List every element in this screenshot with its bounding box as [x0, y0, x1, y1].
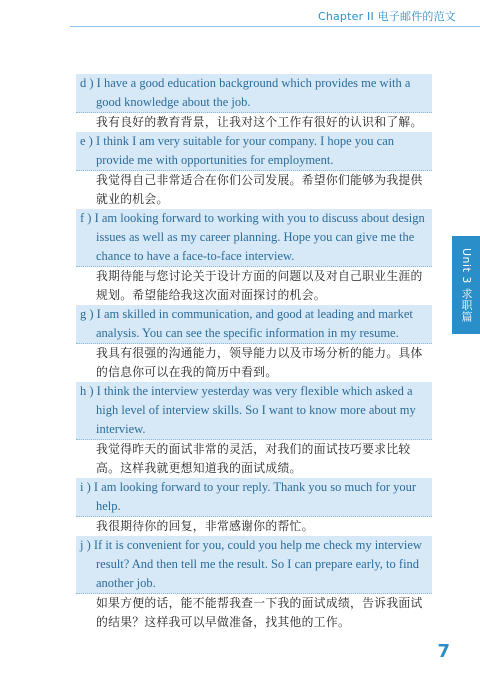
list-item — [76, 478, 432, 536]
chinese-translation: 我有良好的教育背景，让我对这个工作有很好的认识和了解。 — [96, 115, 423, 129]
unit-side-tab-label: Unit 3 求职篇 — [460, 247, 473, 323]
english-sentence: d ) I have a good education background which provides me with a good knowledge about the job. — [76, 74, 432, 113]
english-sentence: j ) If it is convenient for you, could you help me check my interview result? And then tell me the result. So I can prepare early, to find another job. — [76, 536, 432, 594]
list-item — [76, 305, 432, 382]
header-divider — [70, 26, 480, 27]
english-sentence: i ) I am looking forward to your reply. Thank you so much for your help. — [76, 478, 432, 517]
english-sentence: g ) I am skilled in communication, and good at leading and market analysis. You can see the specific information in my resume. — [76, 305, 432, 344]
english-sentence: e ) I think I am very suitable for your company. I hope you can provide me with opportunities for employment. — [76, 132, 432, 171]
chinese-translation: 我觉得自己非常适合在你们公司发展。希望你们能够为我提供就业的机会。 — [96, 173, 423, 206]
list-item — [76, 536, 432, 632]
chinese-translation: 我期待能与您讨论关于设计方面的问题以及对自己职业生涯的规划。希望能给我这次面对面探讨的机会。 — [96, 269, 423, 302]
chinese-translation: 我具有很强的沟通能力，领导能力以及市场分析的能力。具体的信息你可以在我的简历中看到。 — [96, 346, 423, 379]
english-sentence: f ) I am looking forward to working with you to discuss about design issues as well as my career planning. Hope you can give me the chance to have a face-to-face interview. — [76, 209, 432, 267]
list-item — [76, 382, 432, 478]
list-item — [76, 209, 432, 305]
english-sentence: h ) I think the interview yesterday was very flexible which asked a high level of interview skills. So I want to know more about my interview. — [76, 382, 432, 440]
list-item — [76, 132, 432, 209]
page-number: 7 — [437, 641, 450, 662]
phrase-list — [76, 74, 432, 632]
chinese-translation: 我很期待你的回复，非常感谢你的帮忙。 — [96, 519, 314, 533]
unit-side-tab — [452, 236, 480, 334]
list-item — [76, 74, 432, 132]
chapter-header: Chapter II 电子邮件的范文 — [317, 10, 456, 23]
chinese-translation: 如果方便的话，能不能帮我查一下我的面试成绩，告诉我面试的结果？这样我可以早做准备，找其他的工作。 — [96, 596, 423, 629]
chinese-translation: 我觉得昨天的面试非常的灵活，对我们的面试技巧要求比较高。这样我就更想知道我的面试成绩。 — [96, 442, 411, 475]
